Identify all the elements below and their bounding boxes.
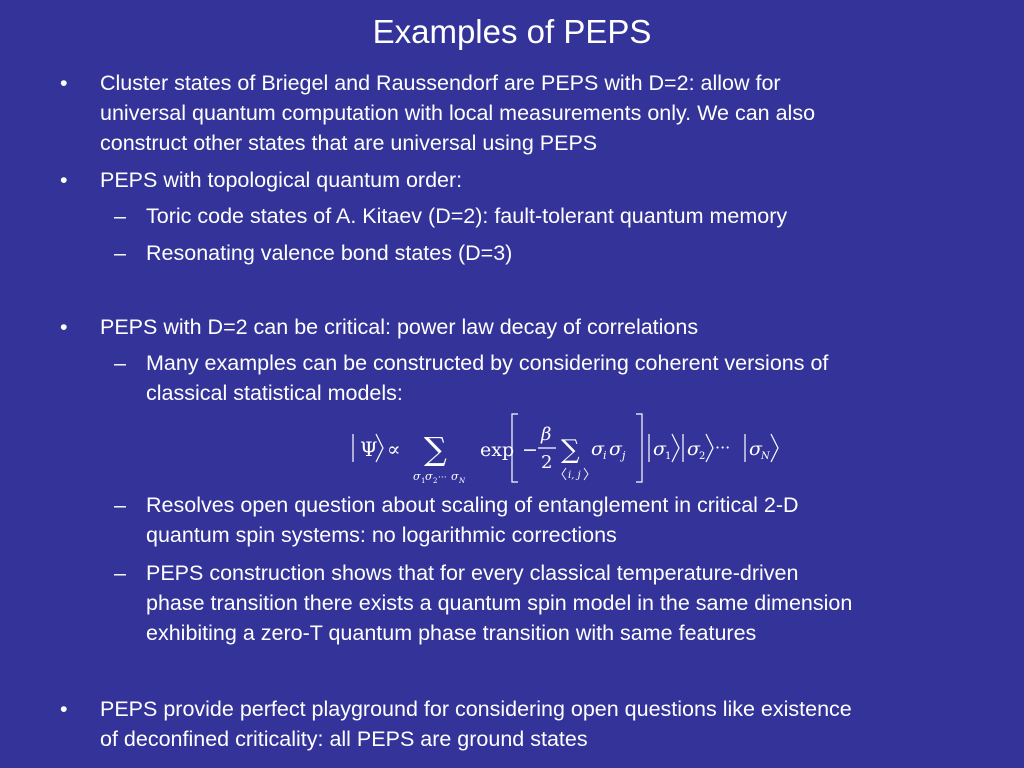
formula-sum-sub-2: 2 bbox=[433, 477, 438, 485]
bullet-4-line-2: of deconfined criticality: all PEPS are ground states bbox=[100, 727, 588, 751]
formula-two: 2 bbox=[541, 452, 553, 473]
bullet-icon: • bbox=[60, 697, 68, 721]
dash-icon: – bbox=[114, 351, 126, 375]
formula-sub-j: j bbox=[622, 449, 626, 462]
formula-ket-sigma-2: σ bbox=[687, 438, 700, 460]
bullet-1-line-3: construct other states that are universal using PEPS bbox=[100, 131, 598, 155]
dash-icon: – bbox=[114, 241, 126, 265]
bullet-2-line-1: PEPS with topological quantum order: bbox=[100, 168, 463, 192]
formula-ket-dots: ··· bbox=[715, 438, 731, 457]
formula-psi: Ψ bbox=[360, 437, 378, 461]
formula-ket-sigma-1: σ bbox=[653, 438, 666, 460]
formula-sum-sub-1: 1 bbox=[421, 477, 426, 485]
bullet-icon: • bbox=[60, 168, 68, 192]
slide-title: Examples of PEPS bbox=[372, 13, 652, 50]
formula-sum-sub-N: N bbox=[459, 477, 466, 485]
formula-sub-i: i bbox=[603, 449, 607, 462]
sub-3-3-line-1: PEPS construction shows that for every classical temperature-driven bbox=[146, 561, 799, 585]
formula-sum-sub-sigma: σ bbox=[413, 470, 421, 483]
formula-ket-angle bbox=[706, 434, 713, 462]
peps-formula bbox=[340, 410, 810, 490]
formula-proportional: ∝ bbox=[387, 437, 401, 461]
sub-3-3-line-2: phase transition there exists a quantum spin model in the same dimension bbox=[146, 591, 853, 615]
formula-exp: exp bbox=[480, 439, 515, 461]
formula-minus: − bbox=[522, 439, 538, 461]
bullet-4-line-1: PEPS provide perfect playground for considering open questions like existence bbox=[100, 697, 852, 721]
formula-inner-sum: ∑ bbox=[561, 435, 580, 465]
formula-ket-sub-N: N bbox=[761, 451, 770, 462]
bullet-3-line-1: PEPS with D=2 can be critical: power law decay of correlations bbox=[100, 315, 699, 339]
sub-3-1-line-2: classical statistical models: bbox=[146, 381, 403, 405]
formula-right-bracket bbox=[636, 414, 642, 482]
dash-icon: – bbox=[114, 493, 126, 517]
sub-3-2-line-1: Resolves open question about scaling of entanglement in critical 2-D bbox=[146, 493, 799, 517]
formula-sigma-i: σ bbox=[591, 438, 604, 460]
bullet-1-line-1: Cluster states of Briegel and Raussendorf are PEPS with D=2: allow for bbox=[100, 71, 781, 95]
bullet-1-line-2: universal quantum computation with local measurements only. We can also bbox=[100, 101, 816, 125]
formula-ket-sigma-N: σ bbox=[749, 438, 762, 460]
formula-inner-sum-sub: i, j bbox=[568, 470, 581, 481]
bullet-icon: • bbox=[60, 71, 68, 95]
dash-icon: – bbox=[114, 204, 126, 228]
formula-sum-sub-sigma: σ bbox=[425, 470, 433, 483]
bullet-icon: • bbox=[60, 315, 68, 339]
formula-ket-sub-2: 2 bbox=[699, 451, 706, 462]
sub-3-2-line-2: quantum spin systems: no logarithmic corrections bbox=[146, 523, 617, 547]
sub-3-1-line-1: Many examples can be constructed by considering coherent versions of bbox=[146, 351, 829, 375]
formula-sum-sub-dots: ··· bbox=[438, 473, 447, 483]
formula-inner-sum-angle-left bbox=[562, 468, 566, 480]
formula-sum-sub-sigma: σ bbox=[451, 470, 459, 483]
formula-beta: β bbox=[541, 424, 552, 445]
formula-inner-sum-angle-right bbox=[584, 468, 588, 480]
dash-icon: – bbox=[114, 561, 126, 585]
sub-2-1-line-1: Toric code states of A. Kitaev (D=2): fault-tolerant quantum memory bbox=[146, 204, 788, 228]
formula-ket-sub-1: 1 bbox=[665, 451, 672, 462]
sub-3-3-line-3: exhibiting a zero-T quantum phase transition with same features bbox=[146, 621, 757, 645]
formula-ket-angle bbox=[771, 434, 778, 462]
formula-sigma-j: σ bbox=[609, 438, 622, 460]
sub-2-2-line-1: Resonating valence bond states (D=3) bbox=[146, 241, 513, 265]
formula-sum: ∑ bbox=[424, 430, 447, 468]
formula-ket-angle bbox=[672, 434, 679, 462]
